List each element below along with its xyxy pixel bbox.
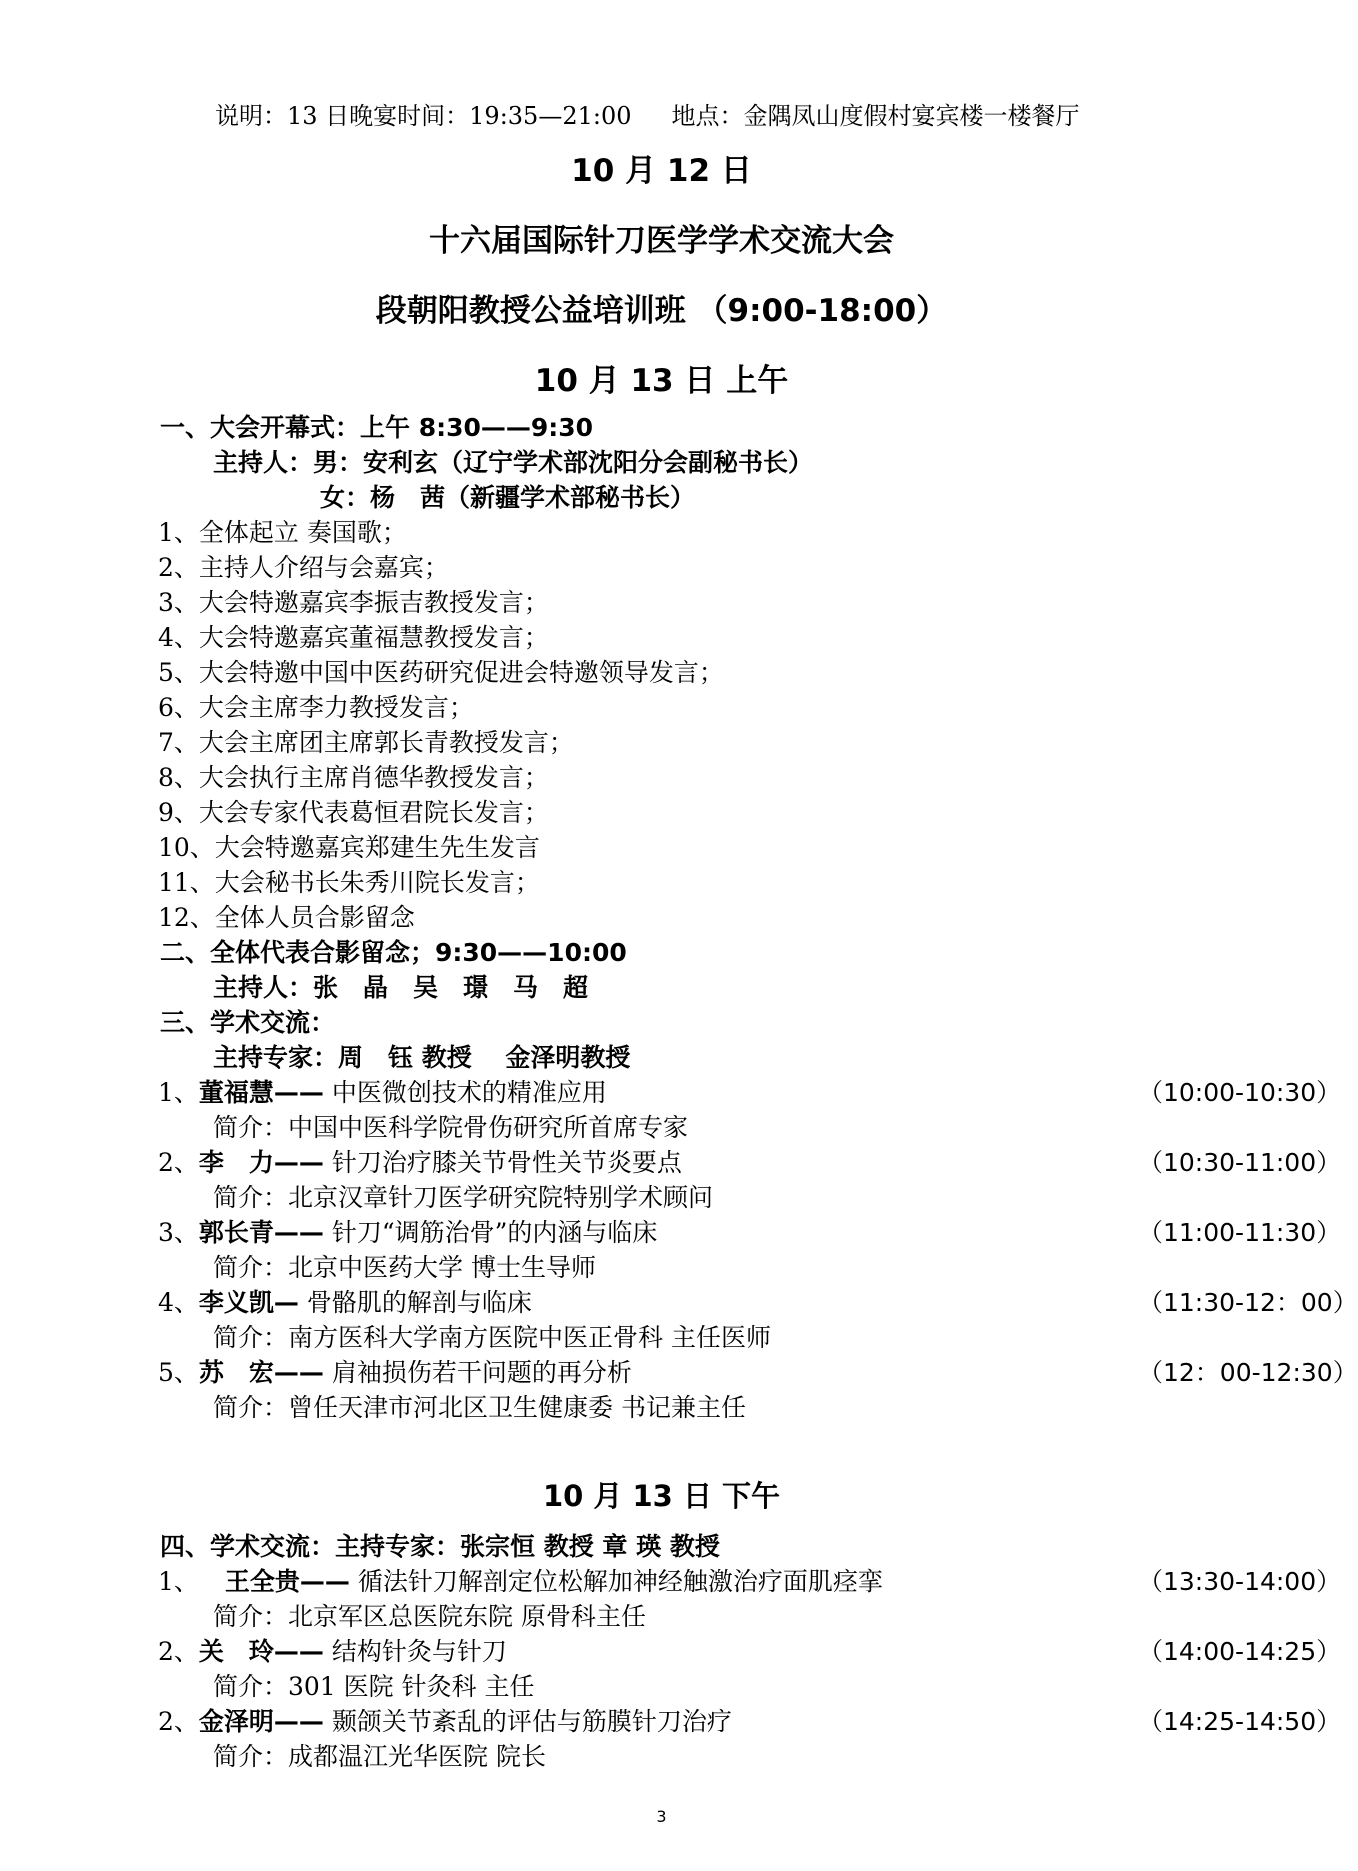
talk-time: （10:30-11:00）	[1138, 1148, 1342, 1177]
talk-row	[158, 1076, 1342, 1110]
section4-title: 四、学术交流：主持专家：张宗恒 教授 章 瑛 教授	[160, 1532, 720, 1561]
talk-time: （10:00-10:30）	[1138, 1078, 1342, 1107]
talk-topic: 针刀治疗膝关节骨性关节炎要点	[323, 1148, 682, 1177]
talk-intro: 简介：北京汉章针刀医学研究院特别学术顾问	[213, 1183, 714, 1212]
talk-intro: 简介：北京军区总医院东院 原骨科主任	[213, 1602, 646, 1631]
section1-title: 一、大会开幕式：上午 8:30——9:30	[160, 413, 594, 442]
training-title: 段朝阳教授公益培训班 （9:00-18:00）	[375, 293, 948, 329]
section2-title: 二、全体代表合影留念；9:30——10:00	[160, 938, 627, 967]
talk-row	[158, 1565, 1342, 1599]
dinner-time-text: 说明：13 日晚宴时间：19:35—21:00	[215, 102, 632, 130]
talk-topic: 循法针刀解剖定位松解加神经触激治疗面肌痉挛	[349, 1567, 883, 1596]
talk-row	[158, 1286, 1358, 1320]
talk-number: 1、	[158, 1078, 199, 1107]
talk-number: 3、	[158, 1218, 199, 1247]
talk-row	[158, 1635, 1342, 1669]
section1-host-female: 女：杨 茜（新疆学术部秘书长）	[320, 483, 696, 512]
oct12-date-heading: 10 月 12 日	[571, 153, 752, 189]
talk-topic: 骨骼肌的解剖与临床	[298, 1288, 532, 1317]
talk-topic: 针刀“调筋治骨”的内涵与临床	[323, 1218, 658, 1247]
talk-topic: 颞颌关节紊乱的评估与筋膜针刀治疗	[323, 1707, 732, 1736]
talk-time: （14:25-14:50）	[1138, 1707, 1342, 1736]
dinner-location-text: 地点：金隅凤山度假村宴宾楼一楼餐厅	[671, 102, 1080, 130]
agenda-item: 12、全体人员合影留念	[158, 903, 415, 932]
agenda-item: 10、大会特邀嘉宾郑建生先生发言	[158, 833, 540, 862]
talk-speaker: 王全贵——	[224, 1567, 350, 1596]
talk-time: （11:00-11:30）	[1138, 1218, 1342, 1247]
talk-speaker: 关 玲——	[198, 1637, 324, 1666]
talk-intro: 简介：北京中医药大学 博士生导师	[213, 1253, 596, 1282]
page-number: 3	[656, 1807, 667, 1826]
talk-number: 2、	[158, 1148, 199, 1177]
agenda-item: 8、大会执行主席肖德华教授发言；	[158, 763, 549, 792]
talk-row	[158, 1705, 1342, 1739]
agenda-item: 6、大会主席李力教授发言；	[158, 693, 474, 722]
agenda-item: 4、大会特邀嘉宾董福慧教授发言；	[158, 623, 549, 652]
dinner-note	[215, 96, 1080, 131]
talk-time: （12：00-12:30）	[1138, 1358, 1358, 1387]
talk-intro: 简介：曾任天津市河北区卫生健康委 书记兼主任	[213, 1393, 746, 1422]
conference-title: 十六届国际针刀医学学术交流大会	[429, 223, 894, 259]
talk-topic: 肩袖损伤若干问题的再分析	[323, 1358, 632, 1387]
talk-intro: 简介：中国中医科学院骨伤研究所首席专家	[213, 1113, 689, 1142]
talk-speaker: 李 力——	[198, 1148, 324, 1177]
talk-speaker: 郭长青——	[198, 1218, 324, 1247]
talk-intro: 简介：成都温江光华医院 院长	[213, 1742, 546, 1771]
agenda-item: 5、大会特邀中国中医药研究促进会特邀领导发言；	[158, 658, 724, 687]
agenda-item: 3、大会特邀嘉宾李振吉教授发言；	[158, 588, 549, 617]
talk-number: 1、	[158, 1567, 199, 1596]
section2-host: 主持人：张 晶 吴 璟 马 超	[213, 973, 589, 1002]
oct13-pm-heading: 10 月 13 日 下午	[542, 1479, 781, 1513]
talk-number: 2、	[158, 1707, 199, 1736]
talk-row	[158, 1216, 1342, 1250]
talk-speaker: 金泽明——	[198, 1707, 324, 1736]
talk-number: 4、	[158, 1288, 199, 1317]
talk-time: （11:30-12：00）	[1138, 1288, 1358, 1317]
agenda-item: 11、大会秘书长朱秀川院长发言；	[158, 868, 540, 897]
talk-topic: 中医微创技术的精准应用	[323, 1078, 607, 1107]
section3-host: 主持专家：周 钰 教授 金泽明教授	[213, 1043, 631, 1072]
talk-speaker: 苏 宏——	[198, 1358, 324, 1387]
talk-row	[158, 1356, 1358, 1390]
talk-speaker: 董福慧——	[198, 1078, 324, 1107]
agenda-item: 9、大会专家代表葛恒君院长发言；	[158, 798, 549, 827]
talk-topic: 结构针灸与针刀	[323, 1637, 507, 1666]
section1-host-male: 主持人：男：安利玄（辽宁学术部沈阳分会副秘书长）	[213, 448, 814, 477]
talk-intro: 简介：301 医院 针灸科 主任	[213, 1672, 535, 1701]
section3-title: 三、学术交流：	[160, 1008, 336, 1037]
agenda-item: 1、全体起立 奏国歌；	[158, 518, 407, 547]
oct13-am-heading: 10 月 13 日 上午	[534, 363, 789, 399]
talk-time: （14:00-14:25）	[1138, 1637, 1342, 1666]
talk-number: 5、	[158, 1358, 199, 1387]
talk-row	[158, 1146, 1342, 1180]
talk-intro: 简介：南方医科大学南方医院中医正骨科 主任医师	[213, 1323, 771, 1352]
talk-number: 2、	[158, 1637, 199, 1666]
agenda-item: 7、大会主席团主席郭长青教授发言；	[158, 728, 574, 757]
talk-time: （13:30-14:00）	[1138, 1567, 1342, 1596]
agenda-item: 2、主持人介绍与会嘉宾；	[158, 553, 449, 582]
talk-speaker: 李义凯—	[198, 1288, 299, 1317]
